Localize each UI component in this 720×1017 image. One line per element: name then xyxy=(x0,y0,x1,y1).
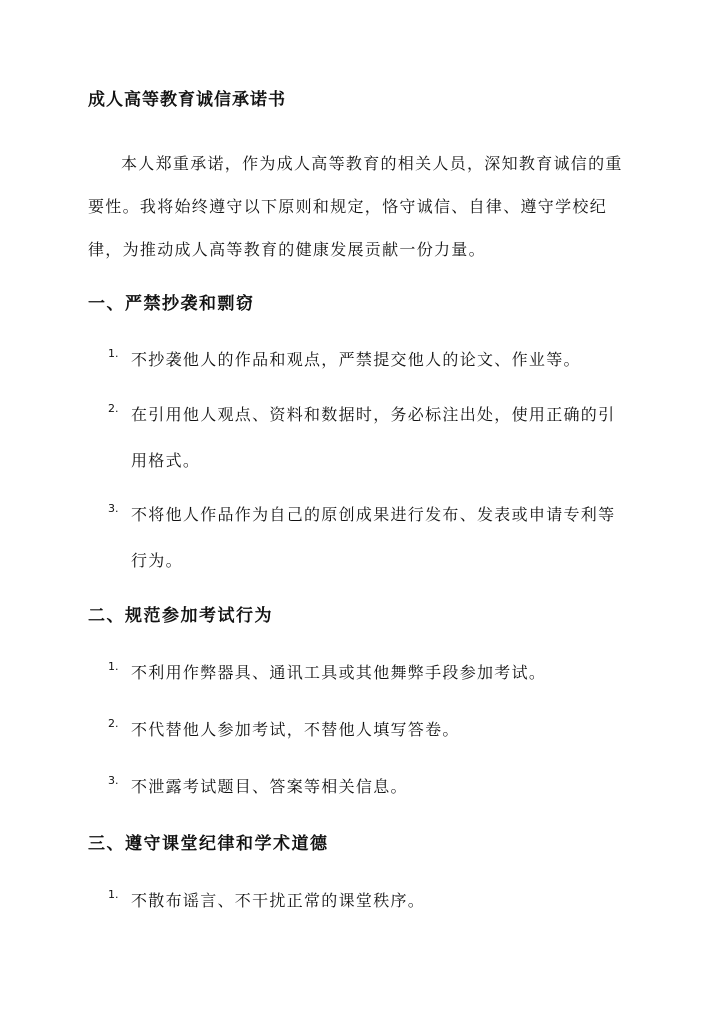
item-text: 不将他人作品作为自己的原创成果进行发布、发表或申请专利等行为。 xyxy=(131,505,616,570)
item-number: 1. xyxy=(108,660,119,673)
list-item xyxy=(108,392,620,484)
item-text: 不代替他人参加考试，不替他人填写答卷。 xyxy=(131,720,460,739)
document-title: 成人高等教育诚信承诺书 xyxy=(88,90,286,110)
item-text: 不抄袭他人的作品和观点，严禁提交他人的论文、作业等。 xyxy=(131,350,581,369)
item-text: 不泄露考试题目、答案等相关信息。 xyxy=(131,777,408,796)
item-number: 3. xyxy=(108,502,119,515)
intro-paragraph: 本人郑重承诺，作为成人高等教育的相关人员，深知教育诚信的重要性。我将始终遵守以下原则和规定，恪守诚信、自律、遵守学校纪律，为推动成人高等教育的健康发展贡献一份力量。 xyxy=(88,154,623,259)
list-item xyxy=(108,707,620,753)
list-item xyxy=(108,764,620,810)
list-item xyxy=(108,650,620,696)
item-number: 2. xyxy=(108,402,119,415)
item-text: 在引用他人观点、资料和数据时，务必标注出处，使用正确的引用格式。 xyxy=(131,405,616,470)
list-item xyxy=(108,337,620,383)
item-number: 1. xyxy=(108,888,119,901)
item-text: 不散布谣言、不干扰正常的课堂秩序。 xyxy=(131,891,426,910)
item-number: 3. xyxy=(108,774,119,787)
section-heading-3: 三、遵守课堂纪律和学术道德 xyxy=(88,834,329,854)
list-item xyxy=(108,492,620,584)
item-number: 1. xyxy=(108,347,119,360)
list-item xyxy=(108,878,620,924)
item-text: 不利用作弊器具、通讯工具或其他舞弊手段参加考试。 xyxy=(131,663,547,682)
section-heading-2: 二、规范参加考试行为 xyxy=(88,606,273,626)
section-heading-1: 一、严禁抄袭和剽窃 xyxy=(88,294,255,314)
item-number: 2. xyxy=(108,717,119,730)
